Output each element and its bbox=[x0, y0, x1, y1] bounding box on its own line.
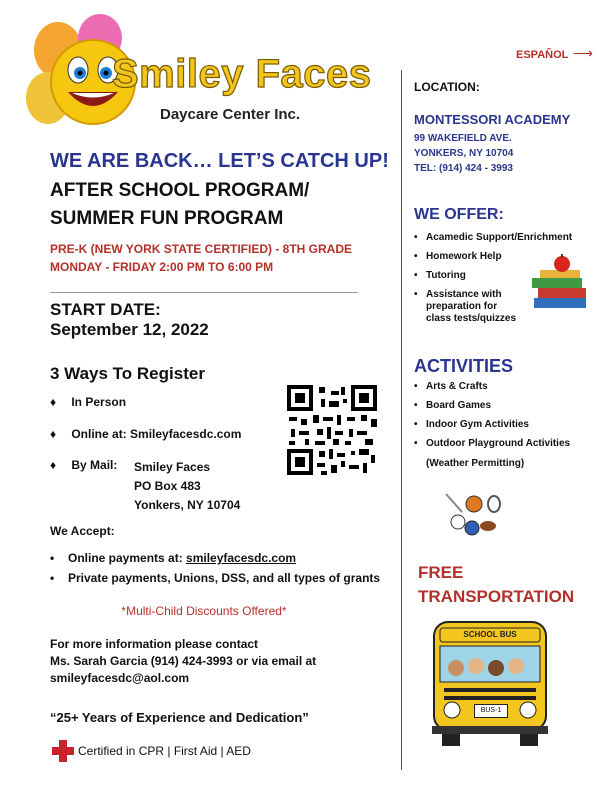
diamond-icon: ♦ bbox=[50, 427, 57, 441]
offer-item: • Tutoring bbox=[414, 270, 584, 282]
activity-item: • Outdoor Playground Activities bbox=[414, 438, 594, 450]
activities-title: ACTIVITIES bbox=[414, 356, 514, 376]
contact-email[interactable]: smileyfacesdc@aol.com bbox=[50, 671, 190, 685]
location-address bbox=[414, 131, 513, 176]
sports-icon bbox=[442, 490, 504, 540]
contact-line-2: Ms. Sarah Garcia (914) 424-3993 or via email at bbox=[50, 654, 317, 668]
headline: WE ARE BACK… LET’S CATCH UP! bbox=[50, 150, 389, 172]
books-apple-icon bbox=[530, 254, 592, 316]
register-online bbox=[50, 427, 241, 441]
location-city: YONKERS, NY 10704 bbox=[414, 148, 514, 159]
activities-note: (Weather Permitting) bbox=[426, 458, 525, 469]
location-label: LOCATION: bbox=[414, 80, 480, 94]
start-date: September 12, 2022 bbox=[50, 320, 209, 339]
offer-title: WE OFFER: bbox=[414, 206, 504, 223]
location-street: 99 WAKEFIELD AVE. bbox=[414, 133, 512, 144]
brand-name: Smiley Faces bbox=[112, 52, 372, 96]
transport-line-1: FREE bbox=[418, 563, 464, 582]
offer-item: • Acamedic Support/Enrichment bbox=[414, 232, 584, 244]
section-divider bbox=[50, 292, 358, 293]
online-label: Online at: Smileyfacesdc.com bbox=[71, 427, 242, 441]
activities-list bbox=[414, 381, 594, 450]
accept-item-online bbox=[50, 548, 390, 568]
red-cross-icon bbox=[52, 740, 74, 762]
diamond-icon: ♦ bbox=[50, 395, 57, 409]
contact-info bbox=[50, 636, 316, 687]
offer-item: • Assistance with preparation for class tests/quizzes bbox=[414, 289, 518, 325]
offer-item: • Homework Help bbox=[414, 251, 584, 263]
location-name: MONTESSORI ACADEMY bbox=[414, 112, 571, 127]
discount-note: *Multi-Child Discounts Offered* bbox=[121, 604, 287, 618]
accept-list bbox=[50, 548, 390, 588]
language-label: ESPAÑOL bbox=[516, 49, 569, 61]
bus-sign: SCHOOL BUS bbox=[463, 630, 517, 639]
accept-title: We Accept: bbox=[50, 524, 115, 538]
start-date-label: START DATE: bbox=[50, 300, 161, 319]
transport-line-2: TRANSPORTATION bbox=[418, 587, 575, 606]
column-divider bbox=[401, 70, 402, 770]
brand-subtitle: Daycare Center Inc. bbox=[160, 106, 301, 123]
program-line-1: AFTER SCHOOL PROGRAM/ bbox=[50, 180, 310, 201]
activity-item: • Arts & Crafts bbox=[414, 381, 594, 393]
mail-line-3: Yonkers, NY 10704 bbox=[134, 498, 241, 512]
qr-code-icon bbox=[287, 385, 377, 475]
school-bus-illustration bbox=[430, 618, 550, 748]
experience-quote: “25+ Years of Experience and Dedication” bbox=[50, 710, 309, 725]
activity-item: • Indoor Gym Activities bbox=[414, 419, 594, 431]
certifications: Certified in CPR | First Aid | AED bbox=[78, 744, 251, 758]
in-person-label: In Person bbox=[71, 395, 127, 409]
mail-line-1: Smiley Faces bbox=[134, 460, 211, 474]
accept-item-private: • Private payments, Unions, DSS, and all types of grants bbox=[50, 568, 390, 588]
qr-code[interactable] bbox=[287, 385, 377, 475]
activity-item: • Board Games bbox=[414, 400, 594, 412]
arrow-right-icon: ⟶ bbox=[572, 45, 593, 61]
language-link[interactable] bbox=[516, 45, 593, 63]
mail-label: By Mail: bbox=[71, 458, 118, 472]
accept-online-prefix: Online payments at: bbox=[68, 551, 187, 565]
website-link[interactable]: smileyfacesdc.com bbox=[186, 551, 297, 565]
location-phone: TEL: (914) 424 - 3993 bbox=[414, 163, 513, 174]
mail-address bbox=[134, 458, 240, 515]
contact-line-1: For more information please contact bbox=[50, 637, 259, 651]
bus-plate: BUS-1 bbox=[474, 704, 508, 718]
program-line-2: SUMMER FUN PROGRAM bbox=[50, 208, 284, 229]
hours-text: MONDAY - FRIDAY 2:00 PM TO 6:00 PM bbox=[50, 260, 274, 274]
register-mail bbox=[50, 458, 117, 472]
diamond-icon: ♦ bbox=[50, 458, 57, 472]
mail-line-2: PO Box 483 bbox=[134, 479, 201, 493]
register-in-person bbox=[50, 395, 126, 409]
register-title: 3 Ways To Register bbox=[50, 364, 205, 383]
grades-text: PRE-K (NEW YORK STATE CERTIFIED) - 8TH GRADE bbox=[50, 242, 353, 256]
